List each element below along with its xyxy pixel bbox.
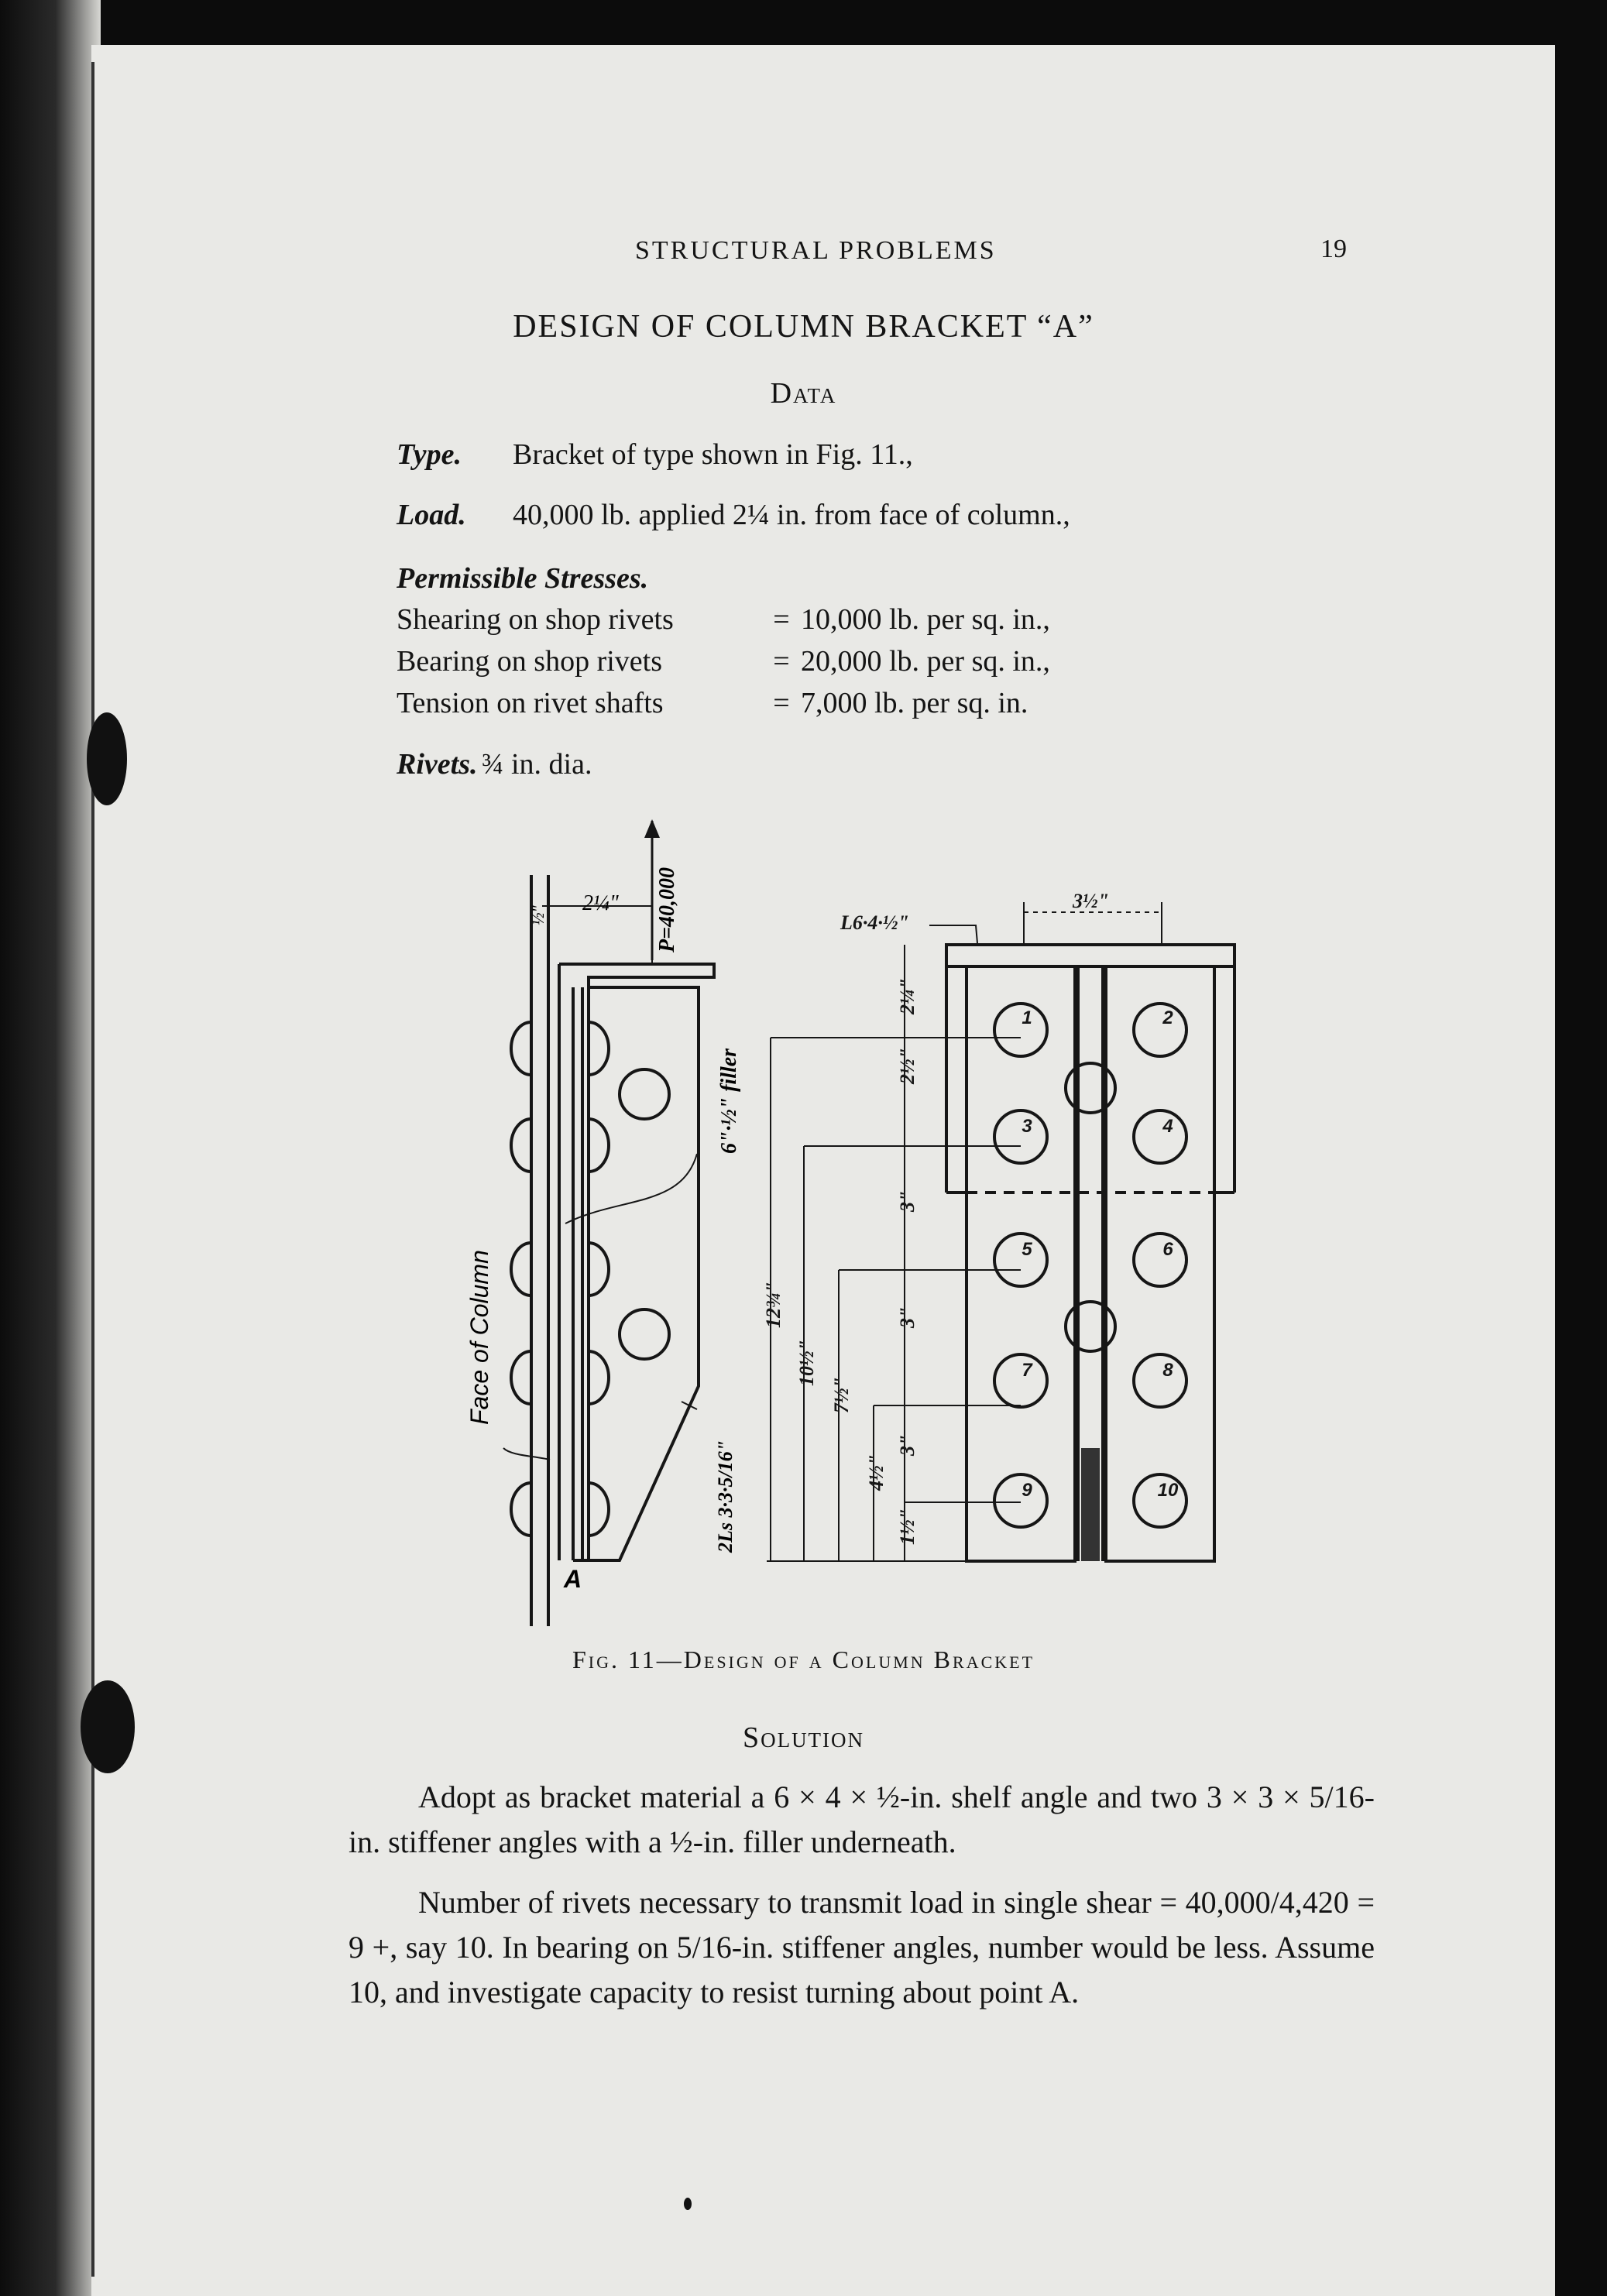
rivet-front	[1066, 1302, 1115, 1351]
shelf-angle-front	[946, 945, 1234, 966]
column-rivet	[589, 1351, 609, 1404]
stress-eq: =	[773, 687, 790, 719]
dim-label: 1½"	[896, 1508, 919, 1545]
stress-name: Tension on rivet shafts	[397, 687, 664, 719]
rivet-number: 7	[1022, 1360, 1032, 1381]
rivet-front	[1134, 1354, 1186, 1407]
rivet-front	[994, 1474, 1047, 1527]
dim-label: 10½"	[795, 1340, 818, 1386]
dim-label: 3"	[896, 1190, 919, 1212]
stress-eq: =	[773, 645, 790, 678]
rivet-front	[1134, 1004, 1186, 1056]
dim-label: 4½"	[865, 1454, 888, 1491]
stress-value: 7,000 lb. per sq. in.	[801, 687, 1028, 719]
dim-label: 3½"	[1073, 890, 1109, 912]
rivet-number: 5	[1022, 1239, 1032, 1260]
column-rivet	[589, 1119, 609, 1172]
stress-name: Shearing on shop rivets	[397, 603, 674, 636]
rivet-front	[994, 1004, 1047, 1056]
page-title: DESIGN OF COLUMN BRACKET “A”	[513, 309, 1094, 345]
dim-label: 7½"	[830, 1377, 853, 1413]
rivets-text: ¾ in. dia.	[482, 748, 592, 781]
running-head: STRUCTURAL PROBLEMS	[635, 236, 997, 265]
rivet-front	[1134, 1234, 1186, 1286]
solution-paragraph: Adopt as bracket material a 6 × 4 × ½-in. shelf angle and two 3 × 3 × 5/16-in. stiffener angles with a ½-in. filler underneath.	[349, 1779, 1375, 1859]
load-text: 40,000 lb. applied 2¼ in. from face of column.,	[513, 499, 1070, 531]
load-arrow-head	[644, 819, 660, 838]
column-rivet	[511, 1483, 531, 1536]
stiffener-rivet	[620, 1309, 669, 1359]
leader-line	[503, 1448, 550, 1460]
dim-label: 2¼"	[582, 891, 619, 915]
data-heading: Data	[770, 377, 837, 410]
rivet-number: 6	[1162, 1239, 1173, 1260]
stresses-title-text: Permissible Stresses.	[397, 562, 649, 595]
dim-label: 2½"	[896, 1048, 919, 1084]
load-label: Load.	[397, 499, 466, 531]
rivet-front	[1066, 1063, 1115, 1113]
point-a-label: A	[564, 1565, 582, 1593]
load-label: P=40,000	[655, 867, 679, 952]
rivet-number: 2	[1162, 1007, 1173, 1028]
column-rivet	[589, 1483, 609, 1536]
rivet-number: 4	[1162, 1116, 1173, 1137]
rivet-number: 3	[1022, 1116, 1032, 1137]
solution-heading: Solution	[742, 1721, 865, 1754]
dim-label: 3"	[896, 1434, 919, 1456]
page-number: 19	[1320, 235, 1347, 263]
rivet-number: 1	[1022, 1007, 1032, 1028]
rivet-number: 9	[1022, 1480, 1032, 1501]
dim-label: 2¼"	[896, 978, 919, 1014]
stress-value: 20,000 lb. per sq. in.,	[801, 645, 1050, 678]
filler-hatch	[1081, 1448, 1100, 1561]
column-rivet	[511, 1351, 531, 1404]
rivet-front	[994, 1354, 1047, 1407]
stiffener-rivet	[620, 1069, 669, 1119]
figure-caption: Fig. 11—Design of a Column Bracket	[572, 1646, 1035, 1673]
stress-eq: =	[773, 603, 790, 636]
rivet-front	[994, 1110, 1047, 1163]
rivets-label: Rivets.	[397, 748, 478, 781]
rivet-number: 8	[1162, 1360, 1173, 1381]
column-rivet	[511, 1243, 531, 1296]
dim-label: 12¾"	[762, 1282, 785, 1328]
column-rivet	[511, 1022, 531, 1075]
dim-label: 3"	[896, 1306, 919, 1328]
column-rivet	[589, 1243, 609, 1296]
rivet-number: 10	[1157, 1480, 1179, 1501]
stress-name: Bearing on shop rivets	[397, 645, 663, 678]
leader-line	[929, 925, 977, 943]
leader-line	[565, 1154, 697, 1224]
rivet-front	[1134, 1110, 1186, 1163]
type-text: Bracket of type shown in Fig. 11.,	[513, 438, 913, 471]
stress-value: 10,000 lb. per sq. in.,	[801, 603, 1050, 636]
dim-label: ½"	[528, 905, 548, 925]
solution-paragraph: Number of rivets necessary to transmit load in single shear = 40,000/4,420 = 9 +, say 10. In bearing on 5/16-in. stiffener angles, number would be less. Assume 10, and investigate capacity to resist turning about point A.	[349, 1885, 1375, 2009]
shelf-angle-label: L6·4·½"	[840, 911, 909, 934]
angles-label: 2Ls 3·3·5/16"	[714, 1440, 737, 1553]
type-label: Type.	[397, 438, 462, 471]
face-of-column-label: Face of Column	[465, 1250, 493, 1425]
rivet-front	[994, 1234, 1047, 1286]
filler-label: 6"·½" filler	[717, 1048, 741, 1154]
column-rivet	[511, 1119, 531, 1172]
ink-speck	[684, 2198, 692, 2210]
column-rivet	[589, 1022, 609, 1075]
